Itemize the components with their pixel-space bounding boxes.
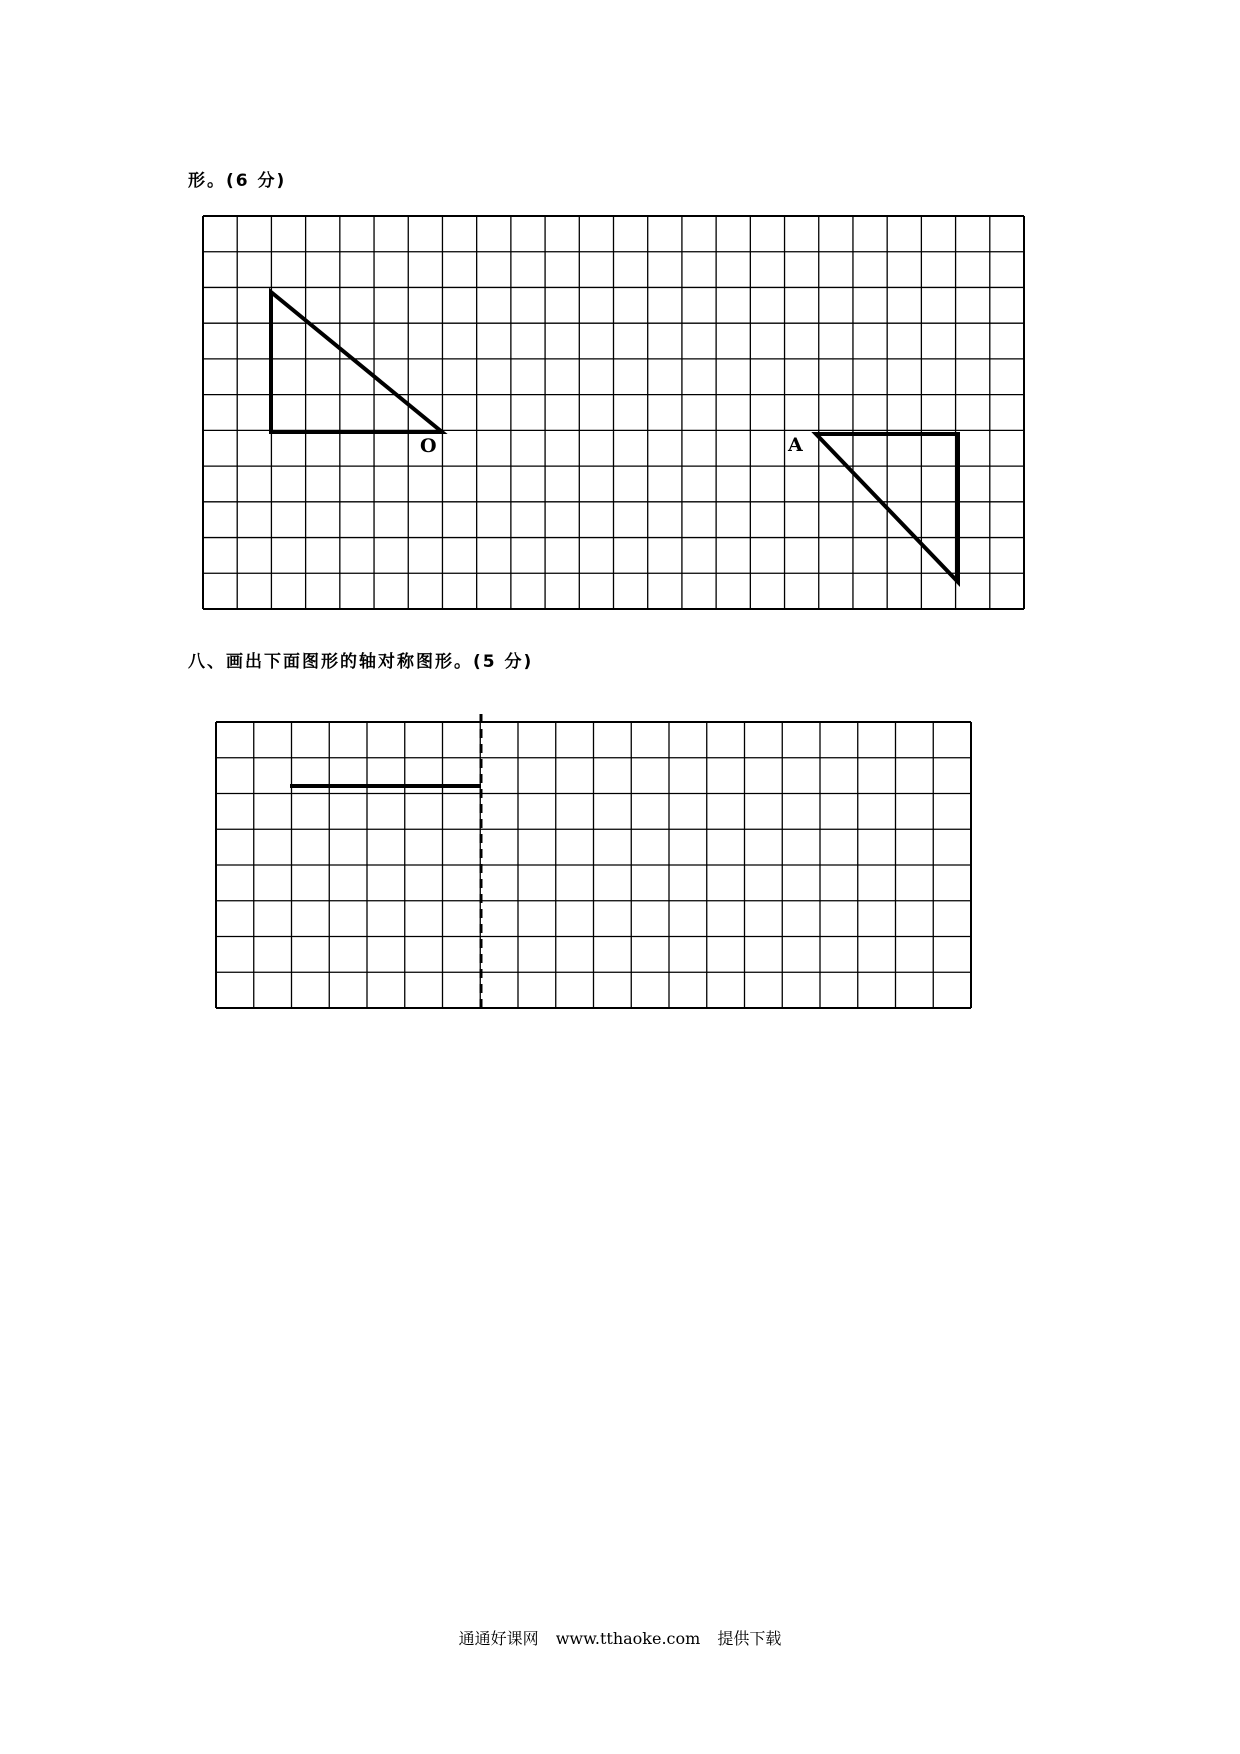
point-a-label: A — [788, 434, 803, 456]
footer-url: www.tthaoke.com — [555, 1629, 701, 1648]
question-heading-continued: 形。(6 分) — [188, 171, 287, 191]
question-eight-heading: 八、画出下面图形的轴对称图形。(5 分) — [188, 652, 534, 672]
footer — [0, 1626, 1240, 1649]
point-o-label: O — [420, 435, 437, 457]
footer-site-name: 通通好课网 — [458, 1629, 539, 1648]
footer-suffix: 提供下载 — [717, 1629, 782, 1648]
